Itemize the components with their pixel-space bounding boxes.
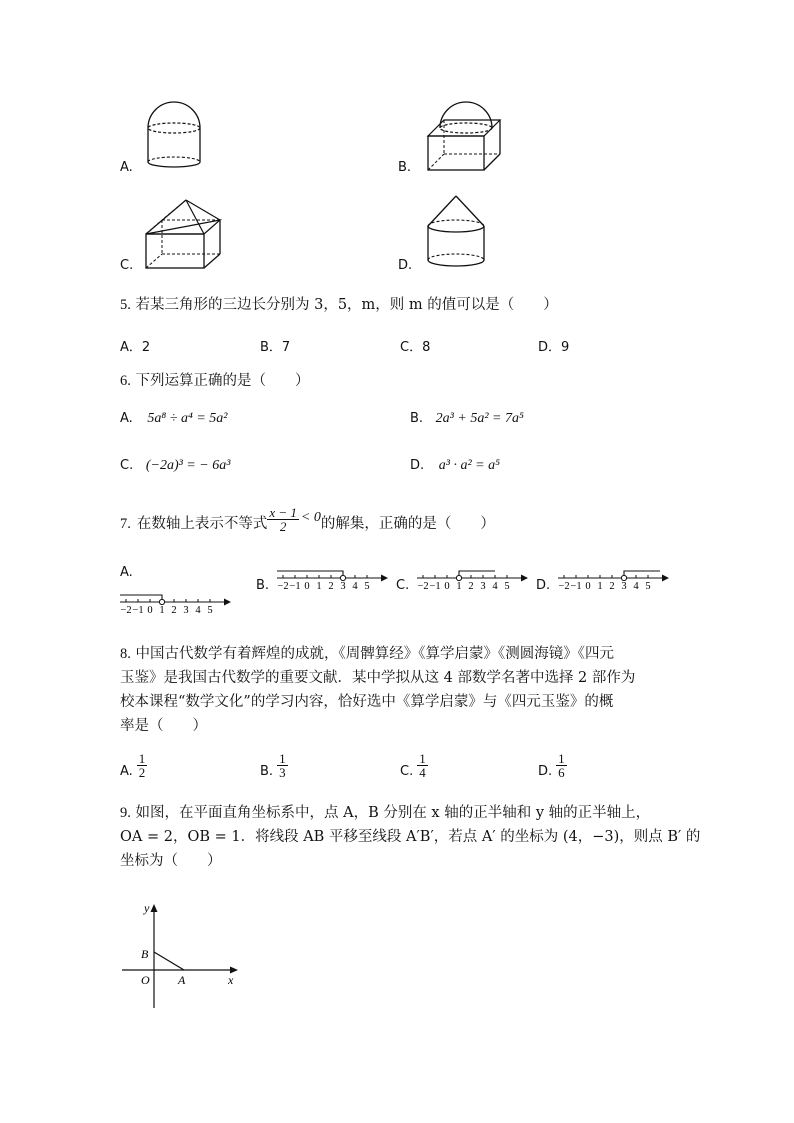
q9-segment-ab bbox=[154, 952, 184, 970]
number-line-tick-label: −2 bbox=[277, 581, 289, 592]
q6-stem bbox=[120, 369, 309, 393]
number-line-tick-label: 5 bbox=[207, 605, 213, 616]
q7-number-line-d bbox=[556, 556, 672, 592]
q5-stem bbox=[120, 293, 558, 317]
number-line-tick-label: 2 bbox=[328, 581, 334, 592]
q9-coordinate-figure bbox=[112, 896, 252, 1016]
q5-option-a: A．2 bbox=[120, 340, 151, 355]
number-line-arrow bbox=[521, 575, 528, 582]
q5-number: 5. bbox=[120, 297, 131, 313]
q8-line-3: 校本课程“数学文化”的学习内容，恰好选中《算学启蒙》与《四元玉鉴》的概 bbox=[120, 694, 614, 710]
number-line-tick-label: 3 bbox=[183, 605, 189, 616]
number-line-tick-label: 1 bbox=[456, 581, 462, 592]
q5-option-c: C．8 bbox=[400, 340, 431, 355]
q4-figure-c-pyramid-cube bbox=[140, 194, 230, 274]
q4-option-d-label: D. bbox=[398, 258, 413, 273]
q6-option-d: D. a³ · a² = a⁵ bbox=[410, 458, 500, 473]
number-line-arrow bbox=[381, 575, 388, 582]
q6-option-b: B. 2a³ + 5a² = 7a⁵ bbox=[410, 411, 524, 426]
open-endpoint bbox=[340, 575, 345, 580]
q9-y-axis-arrow bbox=[151, 904, 158, 912]
number-line-tick-label: 3 bbox=[340, 581, 346, 592]
q7-number-line-a bbox=[118, 580, 234, 616]
number-line-arrow bbox=[224, 599, 231, 606]
number-line-tick-label: 1 bbox=[597, 581, 603, 592]
solution-ray bbox=[624, 571, 660, 575]
solution-ray bbox=[277, 571, 343, 575]
q9-line-1: 如图，在平面直角坐标系中，点 A，B 分别在 x 轴的正半轴和 y 轴的正半轴上， bbox=[135, 805, 651, 821]
open-endpoint bbox=[159, 599, 164, 604]
q8-stem bbox=[120, 642, 635, 738]
q8-line-1: 中国古代数学有着辉煌的成就，《周髀算经》《算学启蒙》《测圆海镜》《四元 bbox=[135, 646, 614, 662]
number-line-tick-label: 3 bbox=[480, 581, 486, 592]
q5-option-d: D．9 bbox=[538, 340, 570, 355]
number-line-tick-label: −1 bbox=[132, 605, 144, 616]
number-line-tick-label: 5 bbox=[364, 581, 370, 592]
number-line-tick-label: 1 bbox=[159, 605, 165, 616]
number-line-tick-label: 5 bbox=[504, 581, 510, 592]
number-line-tick-label: 0 bbox=[304, 581, 310, 592]
q8-line-4: 率是（ ） bbox=[120, 718, 207, 734]
number-line-tick-label: 5 bbox=[645, 581, 651, 592]
number-line-tick-label: 2 bbox=[468, 581, 474, 592]
q7-inequality-tail: < 0 bbox=[300, 510, 321, 525]
q8-option-b-fraction: $\frac{1}{3}$ bbox=[279, 751, 286, 780]
q6-option-a-expr: 5a⁸ ÷ a⁴ = 5a² bbox=[147, 411, 228, 426]
open-endpoint bbox=[621, 575, 626, 580]
number-line-tick-label: 2 bbox=[171, 605, 177, 616]
q5-option-b: B．7 bbox=[260, 340, 291, 355]
number-line-tick-label: −1 bbox=[570, 581, 582, 592]
number-line-tick-label: −1 bbox=[429, 581, 441, 592]
q9-y-label: y bbox=[144, 901, 150, 915]
q6-text: 下列运算正确的是（ ） bbox=[135, 373, 310, 389]
q9-stem bbox=[120, 801, 700, 873]
q4-figure-b-hemisphere-cube bbox=[420, 98, 510, 174]
number-line-tick-label: 0 bbox=[444, 581, 450, 592]
number-line-tick-label: 4 bbox=[633, 581, 639, 592]
q7-text-after: 的解集，正确的是（ ） bbox=[320, 516, 495, 532]
q7-option-b-label: B. bbox=[256, 578, 270, 593]
number-line-tick-label: 0 bbox=[585, 581, 591, 592]
q4-option-b-label: B. bbox=[398, 160, 412, 175]
solution-ray bbox=[459, 571, 495, 575]
q8-number: 8. bbox=[120, 646, 131, 662]
q8-option-d-fraction: $\frac{1}{6}$ bbox=[558, 751, 565, 780]
q6-option-b-expr: 2a³ + 5a² = 7a⁵ bbox=[435, 411, 524, 426]
q9-origin-label: O bbox=[141, 973, 150, 987]
q9-line-2: OA = 2，OB = 1．将线段 AB 平移至线段 A′B′，若点 A′ 的坐标为 (4，−3)，则点 B′ 的 bbox=[120, 829, 701, 845]
q4-figure-a-hemisphere-cylinder bbox=[140, 98, 210, 172]
q9-line-3: 坐标为（ ） bbox=[120, 853, 222, 869]
q7-option-c-label: C. bbox=[396, 578, 410, 593]
q7-number: 7. bbox=[120, 516, 131, 532]
q8-option-c: C. $\frac{1}{4}$ bbox=[400, 751, 426, 780]
q7-option-d-label: D. bbox=[536, 578, 551, 593]
q9-x-label: x bbox=[228, 973, 234, 987]
q7-option-a-label: A. bbox=[120, 565, 133, 580]
q4-option-a-label: A. bbox=[120, 160, 133, 175]
q6-option-a: A. 5a⁸ ÷ a⁴ = 5a² bbox=[120, 411, 228, 426]
q9-point-b-label: B bbox=[141, 947, 149, 961]
q8-option-a: A. $\frac{1}{2}$ bbox=[120, 751, 146, 780]
number-line-tick-label: −2 bbox=[558, 581, 570, 592]
number-line-tick-label: 2 bbox=[609, 581, 615, 592]
q9-point-a-label: A bbox=[178, 973, 186, 987]
q7-number-line-b bbox=[275, 556, 391, 592]
number-line-tick-label: −2 bbox=[120, 605, 132, 616]
q9-number: 9. bbox=[120, 805, 131, 821]
solution-ray bbox=[120, 595, 162, 599]
q8-option-b: B. $\frac{1}{3}$ bbox=[260, 751, 286, 780]
q5-text: 若某三角形的三边长分别为 3，5，m，则 m 的值可以是（ ） bbox=[135, 297, 558, 313]
q7-fraction: $\frac{x - 1}{2}$ bbox=[269, 504, 297, 534]
q8-option-a-fraction: $\frac{1}{2}$ bbox=[138, 751, 146, 780]
number-line-tick-label: −1 bbox=[289, 581, 301, 592]
q7-stem bbox=[120, 504, 495, 536]
number-line-tick-label: 3 bbox=[621, 581, 627, 592]
q4-option-c-label: C. bbox=[120, 258, 134, 273]
open-endpoint bbox=[456, 575, 461, 580]
number-line-tick-label: 0 bbox=[147, 605, 153, 616]
number-line-tick-label: −2 bbox=[417, 581, 429, 592]
number-line-tick-label: 4 bbox=[352, 581, 358, 592]
q6-option-d-expr: a³ · a² = a⁵ bbox=[438, 458, 500, 473]
number-line-arrow bbox=[662, 575, 669, 582]
q7-number-line-c bbox=[415, 556, 531, 592]
q6-option-c-expr: (−2a)³ = − 6a³ bbox=[145, 458, 231, 473]
number-line-tick-label: 4 bbox=[195, 605, 201, 616]
q7-text-before: 在数轴上表示不等式 bbox=[136, 516, 268, 532]
number-line-tick-label: 4 bbox=[492, 581, 498, 592]
q4-figure-d-cone-cylinder bbox=[420, 192, 490, 272]
q8-line-2: 玉鉴》是我国古代数学的重要文献．某中学拟从这 4 部数学名著中选择 2 部作为 bbox=[120, 670, 636, 686]
q8-option-d: D. $\frac{1}{6}$ bbox=[538, 751, 565, 780]
q6-number: 6. bbox=[120, 373, 131, 389]
number-line-tick-label: 1 bbox=[316, 581, 322, 592]
q8-option-c-fraction: $\frac{1}{4}$ bbox=[419, 751, 426, 780]
q6-option-c: C. (−2a)³ = − 6a³ bbox=[120, 458, 231, 473]
